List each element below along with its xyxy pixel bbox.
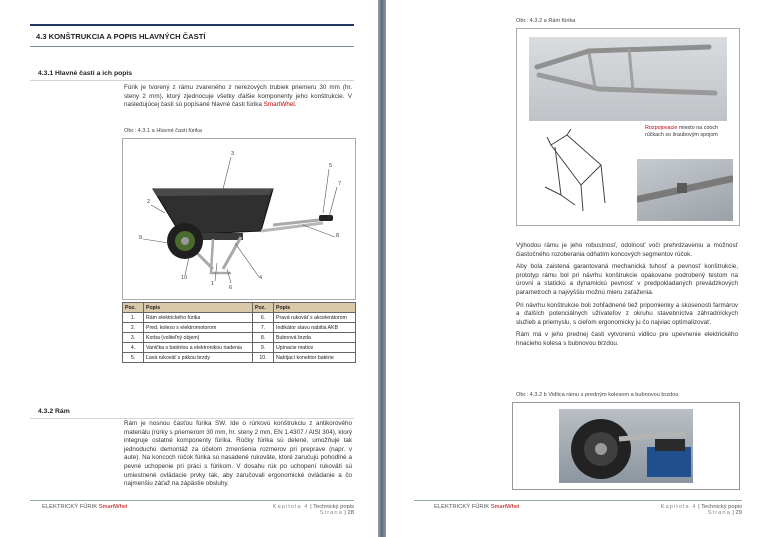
fork-figure — [512, 402, 740, 490]
callout-4: 4 — [259, 275, 263, 281]
figure-caption-fork: Obr.: 4.3.2 b Vidlica rámu s predným kolesom a bubnovou brzdou — [516, 392, 679, 398]
callout-1: 1 — [211, 281, 215, 287]
callout-8: 8 — [336, 233, 340, 239]
frame-photo — [529, 37, 727, 121]
right-text-block — [516, 242, 738, 353]
footer-rule-right — [414, 500, 742, 501]
frame-annotation: Rozpojovacie miesto na cooch rúčkach so šraubovým spojom — [645, 125, 719, 138]
footer-brand-right: SmartWhel — [490, 504, 520, 510]
col-pos-1: Poz. — [123, 303, 144, 313]
parts-table-header — [123, 303, 356, 313]
footer-page-label-right: Strana — [707, 510, 731, 516]
table-row: 2. Pred. koleso s elektromotorom 7. Indikátor stavu nabitia AKB — [123, 323, 356, 333]
footer-left-right-page — [434, 504, 519, 510]
subsection-rule — [30, 80, 354, 81]
section-heading: 4.3 KONŠTRUKCIA A POPIS HLAVNÝCH ČASTÍ — [36, 32, 206, 41]
footer-chapter: Kapitola 4 — [272, 504, 309, 510]
callout-3: 3 — [231, 151, 235, 157]
table-row: 5. Ľavá rukoväť s pákou brzdy 10. Nabíjací konektor batérie — [123, 353, 356, 363]
figure-caption-parts: Obr.: 4.3.1 a Hlavné časti fúrika — [124, 128, 203, 134]
footer-left — [42, 504, 127, 510]
callout-5: 5 — [329, 163, 333, 169]
subsection-heading-frame: 4.3.2 Rám — [38, 408, 70, 415]
footer-chapter-right: Kapitola 4 — [660, 504, 697, 510]
book-gutter — [378, 0, 386, 537]
wheelbarrow-figure — [122, 138, 356, 300]
col-desc-2: Popis — [274, 303, 356, 313]
table-row: 3. Korba (voliteľný objem) 8. Bubnová brzda — [123, 333, 356, 343]
footer-page-label: Strana — [319, 510, 343, 516]
callout-9: 9 — [139, 235, 143, 241]
heading-rule-top — [30, 24, 354, 26]
joint-closeup-photo — [637, 159, 733, 221]
footer-chapter-title-right: Technický popis — [701, 504, 742, 510]
paragraph-3: Pri návrhu konštrukcie boli zohľadnené tiež pripomienky a skúsenosti farmárov a ďalších potenciálnych užívateľov z okruhu stavebníctva záhradníckych služieb a priemyslu, s cieľom ergonomicky ju čo najviac optimalizovať. — [516, 301, 738, 326]
callout-6: 6 — [229, 285, 233, 291]
callout-10: 10 — [181, 275, 188, 281]
frame-line-drawing — [531, 125, 621, 217]
document-page-left — [0, 0, 378, 537]
subsection-heading-parts: 4.3.1 Hlavné časti a ich popis — [38, 70, 133, 77]
subsection-rule-2 — [30, 418, 354, 419]
figure-caption-frame: Obr.: 4.3.2 a Rám fúrika — [516, 18, 576, 24]
col-pos-2: Poz. — [253, 303, 274, 313]
footer-right-right-page: Kapitola 4 | Technický popis Strana | 29 — [660, 504, 742, 516]
document-page-right — [386, 0, 768, 537]
wheelbarrow-illustration — [123, 139, 355, 299]
fork-photo — [559, 409, 693, 483]
parts-table — [122, 302, 356, 363]
footer-rule — [30, 500, 354, 501]
footer-chapter-title: Technický popis — [313, 504, 354, 510]
footer-brand: SmartWhel — [98, 504, 128, 510]
frame-figure — [516, 28, 740, 226]
footer-page-number-right: 29 — [735, 510, 742, 516]
footer-right: Kapitola 4 | Technický popis Strana | 28 — [272, 504, 354, 516]
annotation-highlight: Rozpojovacie — [645, 125, 678, 131]
intro-paragraph: Fúrik je tvorený z rámu zvareného z nerezových trubiek priemeru 30 mm (hr. steny 2 mm), ktorý zjednocuje všetky ďalšie komponenty jeho konštrukcie. V nasledujúcej časti sú popísané hlavné časti fúrika SmartWhel. — [124, 84, 352, 109]
brand-name: SmartWhel. — [263, 101, 297, 109]
paragraph-4: Rám má v jeho prednej časti vytvorenú vidlicu pre upevnenie elektrického hnacieho kolesa s bubnovou brzdou. — [516, 331, 738, 347]
paragraph-1: Výhodou rámu je jeho robustnosť, odolnosť voči prehrdzaveniu a možnosť čiastočného rozoberania odňatím koncových segmentov rúčok. — [516, 242, 738, 258]
footer-page-number: 28 — [347, 510, 354, 516]
paragraph-2: Aby bola zaistená garantovaná mechanická tuhosť a pevnosť konštrukcie, prototyp rámu bol pri návrhu konštrukcie opakovane podrobený testom na úrovni a statickú a dynamickú pevnosť v predpokladaných prevádzkových parametroch a najvyššiu možnú mieru zaťaženia. — [516, 263, 738, 296]
heading-rule-bottom — [30, 46, 354, 47]
frame-paragraph: Rám je nosnou časťou fúrika SW. Ide o rúrkovú konštrukciu z antikorového materiálu (rúrky s priemerom 30 mm, hr. steny 2 mm, EN 1.4307 / AISI 304), ktorý integruje ostatné komponenty fúrika. Rúčky fúrika sú delené, umožňuje tak jednoduchú demontáž za účelom zmenšenia rozmerov pri preprave (napr. v aute). Na koncoch rúčok fúrika sú nasadené rukoväte, ktoré zaručujú pohodlné a pevné uchopenie pri práci s fúrikom. V dosahu rúk po uchopení rukovätí sú umiestnené ovládacie prvky tak, aby zaručovali ergonomické ovládanie a čo najmenšiu záťaž na zápästie obsluhy. — [124, 420, 352, 488]
table-row: 1. Rám elektrického fúrika 6. Pravá rukoväť s akcelerátorom — [123, 313, 356, 323]
footer-doc-title: ELEKTRICKÝ FÚRIK — [42, 504, 98, 510]
footer-doc-title-right: ELEKTRICKÝ FÚRIK — [434, 504, 490, 510]
callout-7: 7 — [338, 181, 342, 187]
table-row: 4. Vanička s batériou a elektronikou riadenia 9. Upínacie matice — [123, 343, 356, 353]
callout-2: 2 — [147, 199, 151, 205]
col-desc-1: Popis — [144, 303, 253, 313]
